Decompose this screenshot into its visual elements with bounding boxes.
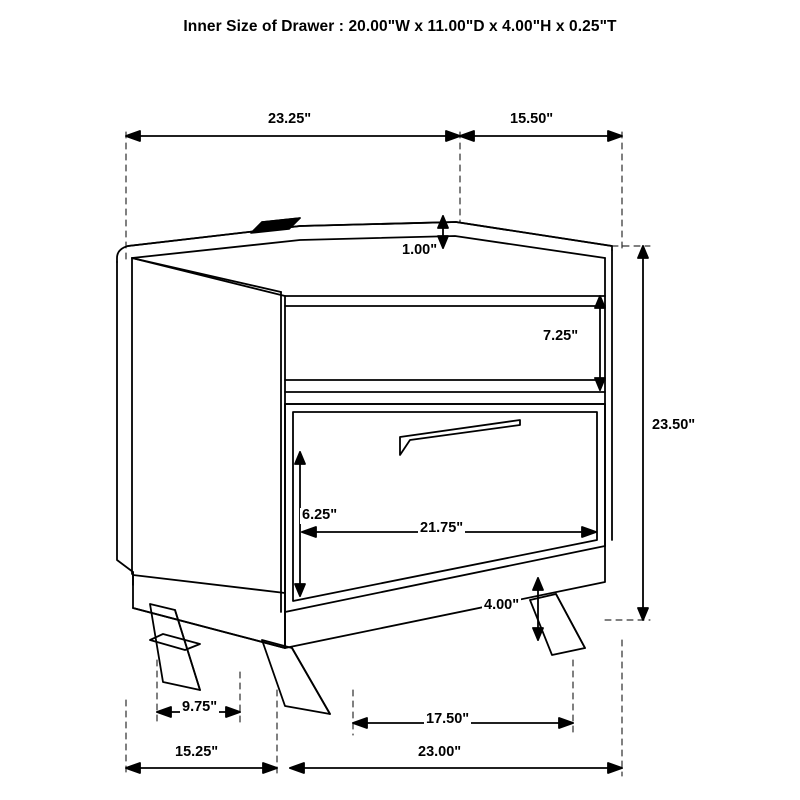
dim-label-23-50: 23.50" xyxy=(652,417,696,433)
dim-label-23-00: 23.00" xyxy=(418,744,462,760)
dim-label-15-25: 15.25" xyxy=(175,744,219,760)
cabinet-body xyxy=(117,222,612,612)
dim-6-25 xyxy=(295,452,305,596)
dim-15-50 xyxy=(460,131,622,141)
dim-label-4-00: 4.00" xyxy=(484,597,520,613)
dim-label-23-25: 23.25" xyxy=(268,111,312,127)
dim-label-9-75: 9.75" xyxy=(182,699,218,715)
top-hardware xyxy=(251,218,300,233)
dim-label-21-75: 21.75" xyxy=(420,520,464,536)
dim-23-00 xyxy=(290,763,622,773)
dim-label-17-50: 17.50" xyxy=(426,711,470,727)
dim-1-00 xyxy=(438,216,448,248)
dim-7-25 xyxy=(595,296,605,390)
dim-label-6-25: 6.25" xyxy=(302,507,338,523)
dim-23-25 xyxy=(126,131,460,141)
dim-label-7-25: 7.25" xyxy=(543,328,579,344)
page-title: Inner Size of Drawer : 20.00"W x 11.00"D x 4.00"H x 0.25"T xyxy=(183,18,617,35)
dim-label-15-50: 15.50" xyxy=(510,111,554,127)
dim-15-25 xyxy=(126,763,277,773)
extension-lines xyxy=(126,132,622,776)
dim-label-1-00: 1.00" xyxy=(402,242,438,258)
